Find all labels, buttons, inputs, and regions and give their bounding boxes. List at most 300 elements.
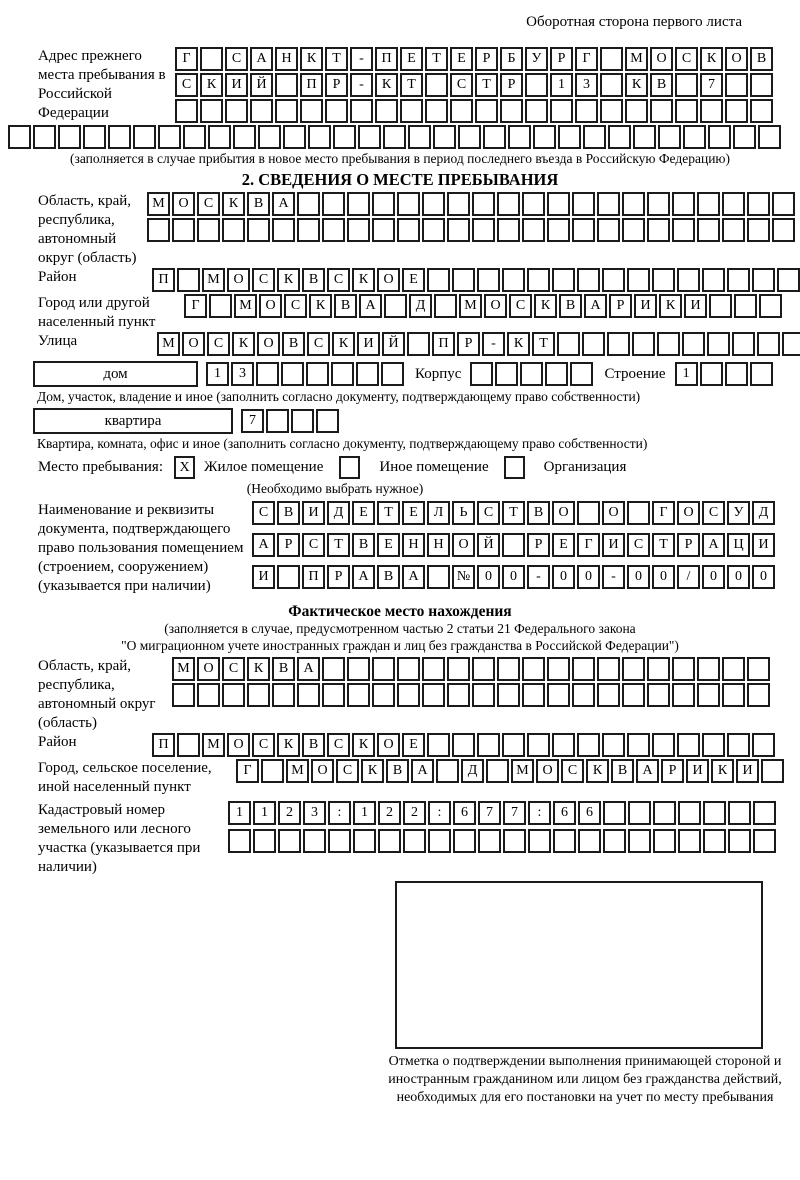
char-box: К — [247, 657, 270, 681]
char-box: В — [272, 657, 295, 681]
char-box: Т — [400, 73, 423, 97]
char-box: Д — [461, 759, 484, 783]
char-box: К — [361, 759, 384, 783]
char-box — [650, 99, 673, 123]
apartment-note: Квартира, комната, офис и иное (заполнить согласно документу, подтверждающему право собственности) — [37, 436, 648, 451]
char-box: А — [272, 192, 295, 216]
actual-region-row-1 — [172, 657, 772, 681]
section2-title: 2. СВЕДЕНИЯ О МЕСТЕ ПРЕБЫВАНИЯ — [241, 170, 559, 189]
char-box — [700, 362, 723, 386]
cadastral-row-2 — [228, 829, 778, 853]
stroenie-label: Строение — [604, 365, 666, 382]
char-box — [702, 733, 725, 757]
char-box: К — [309, 294, 332, 318]
char-box: 6 — [553, 801, 576, 825]
char-box: Т — [425, 47, 448, 71]
street-label: Улица — [38, 333, 78, 349]
char-box: А — [636, 759, 659, 783]
char-box: К — [200, 73, 223, 97]
char-box — [108, 125, 131, 149]
char-box — [233, 125, 256, 149]
char-box: О — [227, 268, 250, 292]
char-box — [397, 683, 420, 707]
char-box — [347, 192, 370, 216]
char-box — [647, 218, 670, 242]
char-box — [558, 125, 581, 149]
char-box — [600, 47, 623, 71]
char-box: Л — [427, 501, 450, 525]
char-box — [472, 192, 495, 216]
char-box: С — [207, 332, 230, 356]
char-box — [545, 362, 568, 386]
char-box — [657, 332, 680, 356]
char-box: Р — [457, 332, 480, 356]
char-box — [353, 829, 376, 853]
actual-region-row-2 — [172, 683, 772, 707]
char-box — [682, 332, 705, 356]
char-box — [250, 99, 273, 123]
prev-address-row-4 — [8, 125, 800, 149]
char-box — [628, 801, 651, 825]
char-box: О — [536, 759, 559, 783]
char-box — [381, 362, 404, 386]
char-box — [772, 192, 795, 216]
char-box: К — [277, 268, 300, 292]
char-box — [297, 192, 320, 216]
actual-city-row — [236, 759, 786, 783]
char-box: К — [659, 294, 682, 318]
house-number-row — [206, 362, 406, 386]
char-box — [577, 268, 600, 292]
char-box — [527, 733, 550, 757]
char-box — [428, 829, 451, 853]
char-box — [759, 294, 782, 318]
char-box — [372, 683, 395, 707]
char-box: 7 — [478, 801, 501, 825]
char-box — [525, 99, 548, 123]
char-box — [425, 73, 448, 97]
house-field — [33, 361, 800, 387]
char-box: М — [234, 294, 257, 318]
char-box — [200, 99, 223, 123]
char-box: С — [252, 268, 275, 292]
char-box — [447, 657, 470, 681]
char-box — [727, 268, 750, 292]
char-box: А — [252, 533, 275, 557]
char-box: Й — [250, 73, 273, 97]
char-box — [372, 218, 395, 242]
char-box — [678, 801, 701, 825]
prev-address-row-3 — [175, 99, 775, 123]
char-box — [397, 657, 420, 681]
char-box: К — [586, 759, 609, 783]
char-box: Т — [532, 332, 555, 356]
apartment-field — [33, 408, 800, 434]
char-box — [628, 829, 651, 853]
char-box — [752, 268, 775, 292]
char-box: 3 — [575, 73, 598, 97]
char-box — [672, 683, 695, 707]
char-box: / — [677, 565, 700, 589]
street-row — [157, 332, 800, 356]
char-box: Б — [500, 47, 523, 71]
actual-region-label: Область, край, республика, автономный округ (область) — [38, 658, 156, 731]
char-box: К — [277, 733, 300, 757]
region-row-2 — [147, 218, 797, 242]
char-box — [703, 829, 726, 853]
char-box: П — [300, 73, 323, 97]
char-box — [222, 683, 245, 707]
char-box — [497, 218, 520, 242]
char-box — [477, 268, 500, 292]
char-box — [422, 192, 445, 216]
apartment-label-box: квартира — [33, 408, 233, 434]
char-box: : — [328, 801, 351, 825]
char-box: Т — [502, 501, 525, 525]
char-box: П — [302, 565, 325, 589]
char-box: А — [297, 657, 320, 681]
char-box — [622, 657, 645, 681]
char-box: И — [357, 332, 380, 356]
char-box: Д — [327, 501, 350, 525]
char-box: А — [359, 294, 382, 318]
char-box — [172, 683, 195, 707]
char-box: С — [252, 733, 275, 757]
char-box: В — [277, 501, 300, 525]
char-box — [647, 683, 670, 707]
region-rows — [147, 192, 797, 242]
char-box — [753, 801, 776, 825]
char-box — [486, 759, 509, 783]
actual-location-title: Фактическое место нахождения — [288, 603, 512, 620]
char-box — [472, 657, 495, 681]
char-box — [577, 501, 600, 525]
char-box: О — [257, 332, 280, 356]
char-box — [508, 125, 531, 149]
char-box — [700, 99, 723, 123]
char-box — [427, 733, 450, 757]
char-box — [422, 657, 445, 681]
char-box — [753, 829, 776, 853]
char-box: А — [411, 759, 434, 783]
char-box: С — [702, 501, 725, 525]
char-box: Р — [325, 73, 348, 97]
char-box — [747, 683, 770, 707]
char-box — [728, 829, 751, 853]
char-box — [384, 294, 407, 318]
char-box: К — [232, 332, 255, 356]
char-box: М — [147, 192, 170, 216]
char-box: К — [700, 47, 723, 71]
char-box — [683, 125, 706, 149]
char-box: К — [332, 332, 355, 356]
char-box: С — [225, 47, 248, 71]
char-box: К — [534, 294, 557, 318]
char-box: О — [197, 657, 220, 681]
char-box — [577, 733, 600, 757]
char-box — [256, 362, 279, 386]
char-box — [475, 99, 498, 123]
char-box — [83, 125, 106, 149]
char-box — [707, 332, 730, 356]
char-box: В — [302, 268, 325, 292]
char-box: В — [282, 332, 305, 356]
char-box — [758, 125, 781, 149]
char-box: 2 — [378, 801, 401, 825]
char-box: 0 — [577, 565, 600, 589]
char-box: В — [334, 294, 357, 318]
char-box — [58, 125, 81, 149]
char-box — [672, 657, 695, 681]
char-box: Н — [427, 533, 450, 557]
char-box — [497, 192, 520, 216]
char-box — [603, 829, 626, 853]
char-box — [572, 657, 595, 681]
char-box: Р — [277, 533, 300, 557]
char-box — [278, 829, 301, 853]
char-box — [328, 829, 351, 853]
char-box — [750, 73, 773, 97]
cadastral-label: Кадастровый номер земельного или лесного участка (указывается при наличии) — [38, 802, 201, 875]
char-box — [677, 733, 700, 757]
char-box — [228, 829, 251, 853]
char-box — [347, 218, 370, 242]
actual-district-field — [0, 733, 800, 757]
char-box — [725, 99, 748, 123]
char-box — [397, 192, 420, 216]
char-box — [627, 733, 650, 757]
char-box: - — [527, 565, 550, 589]
char-box: С — [222, 657, 245, 681]
char-box — [397, 218, 420, 242]
char-box — [697, 657, 720, 681]
char-box — [597, 218, 620, 242]
char-box — [447, 218, 470, 242]
char-box: М — [202, 268, 225, 292]
char-box — [672, 192, 695, 216]
char-box — [607, 332, 630, 356]
stroenie-row — [675, 362, 775, 386]
char-box: Н — [402, 533, 425, 557]
char-box: И — [634, 294, 657, 318]
char-box: 0 — [727, 565, 750, 589]
char-box: В — [750, 47, 773, 71]
char-box — [647, 657, 670, 681]
char-box — [333, 125, 356, 149]
char-box: В — [302, 733, 325, 757]
char-box — [297, 683, 320, 707]
char-box: 6 — [453, 801, 476, 825]
prev-address-label: Адрес прежнего места пребывания в Российской Федерации — [38, 48, 166, 121]
char-box: Е — [400, 47, 423, 71]
char-box — [653, 829, 676, 853]
char-box — [425, 99, 448, 123]
char-box — [608, 125, 631, 149]
document-row-2 — [252, 533, 777, 557]
char-box — [633, 125, 656, 149]
place-type-field — [38, 456, 800, 479]
char-box — [761, 759, 784, 783]
char-box — [322, 192, 345, 216]
char-box: К — [375, 73, 398, 97]
char-box: К — [300, 47, 323, 71]
char-box — [502, 533, 525, 557]
char-box: У — [525, 47, 548, 71]
char-box — [283, 125, 306, 149]
char-box: Т — [327, 533, 350, 557]
char-box — [316, 409, 339, 433]
char-box — [427, 268, 450, 292]
char-box: Е — [450, 47, 473, 71]
char-box: М — [172, 657, 195, 681]
char-box — [258, 125, 281, 149]
char-box — [458, 125, 481, 149]
char-box: 2 — [278, 801, 301, 825]
char-box — [177, 733, 200, 757]
char-box — [572, 683, 595, 707]
char-box — [678, 829, 701, 853]
char-box: С — [302, 533, 325, 557]
char-box: Р — [527, 533, 550, 557]
actual-region-field — [0, 657, 800, 733]
char-box: М — [625, 47, 648, 71]
char-box: 0 — [627, 565, 650, 589]
char-box — [503, 829, 526, 853]
char-box: О — [172, 192, 195, 216]
char-box — [133, 125, 156, 149]
char-box — [33, 125, 56, 149]
char-box: 7 — [700, 73, 723, 97]
district-row — [152, 268, 800, 292]
char-box — [433, 125, 456, 149]
char-box: Т — [325, 47, 348, 71]
char-box — [450, 99, 473, 123]
char-box: В — [386, 759, 409, 783]
char-box: Г — [652, 501, 675, 525]
char-box: О — [377, 268, 400, 292]
char-box: Г — [577, 533, 600, 557]
char-box — [372, 657, 395, 681]
char-box — [177, 268, 200, 292]
char-box — [583, 125, 606, 149]
char-box: Е — [552, 533, 575, 557]
char-box: И — [684, 294, 707, 318]
residential-label: Жилое помещение — [204, 459, 324, 475]
char-box — [427, 565, 450, 589]
char-box: 3 — [303, 801, 326, 825]
char-box: А — [702, 533, 725, 557]
city-field — [0, 294, 800, 332]
char-box — [306, 362, 329, 386]
char-box — [356, 362, 379, 386]
stamp-area-box — [395, 881, 763, 1049]
char-box: С — [509, 294, 532, 318]
actual-location-note-1: (заполняется в случае, предусмотренном частью 2 статьи 21 Федерального закона — [164, 621, 636, 636]
char-box — [434, 294, 457, 318]
char-box — [400, 99, 423, 123]
char-box — [407, 332, 430, 356]
char-box — [727, 733, 750, 757]
char-box — [550, 99, 573, 123]
char-box: О — [650, 47, 673, 71]
char-box: В — [527, 501, 550, 525]
char-box — [502, 268, 525, 292]
korpus-label: Корпус — [415, 365, 462, 382]
char-box — [709, 294, 732, 318]
char-box: С — [450, 73, 473, 97]
char-box — [732, 332, 755, 356]
char-box: О — [259, 294, 282, 318]
char-box — [472, 218, 495, 242]
char-box — [347, 657, 370, 681]
char-box: Д — [409, 294, 432, 318]
char-box: П — [152, 268, 175, 292]
char-box — [275, 73, 298, 97]
char-box — [495, 362, 518, 386]
char-box — [722, 683, 745, 707]
char-box — [277, 565, 300, 589]
char-box — [331, 362, 354, 386]
char-box: Е — [377, 533, 400, 557]
char-box — [722, 657, 745, 681]
char-box: Р — [661, 759, 684, 783]
char-box: В — [352, 533, 375, 557]
char-box — [734, 294, 757, 318]
char-box: О — [311, 759, 334, 783]
char-box: Ь — [452, 501, 475, 525]
char-box — [747, 218, 770, 242]
char-box — [197, 683, 220, 707]
char-box: : — [528, 801, 551, 825]
place-type-label: Место пребывания: — [38, 459, 163, 475]
char-box: С — [284, 294, 307, 318]
page-side-note: Оборотная сторона первого листа — [526, 14, 742, 30]
prev-address-row-2 — [175, 73, 775, 97]
char-box — [403, 829, 426, 853]
char-box — [575, 99, 598, 123]
other-premises-label: Иное помещение — [379, 459, 489, 475]
char-box — [350, 99, 373, 123]
char-box — [358, 125, 381, 149]
char-box — [597, 657, 620, 681]
char-box — [408, 125, 431, 149]
char-box: К — [352, 733, 375, 757]
char-box: Р — [677, 533, 700, 557]
char-box — [272, 218, 295, 242]
char-box — [436, 759, 459, 783]
char-box: И — [602, 533, 625, 557]
document-field — [0, 501, 800, 596]
char-box — [772, 218, 795, 242]
cadastral-row-1 — [228, 801, 778, 825]
char-box — [552, 268, 575, 292]
char-box: Е — [402, 733, 425, 757]
char-box: : — [428, 801, 451, 825]
char-box: М — [286, 759, 309, 783]
char-box: Т — [652, 533, 675, 557]
actual-region-rows — [172, 657, 772, 707]
char-box — [752, 733, 775, 757]
char-box — [183, 125, 206, 149]
char-box: Р — [500, 73, 523, 97]
city-row — [184, 294, 784, 318]
char-box — [525, 73, 548, 97]
char-box — [553, 829, 576, 853]
char-box — [222, 218, 245, 242]
char-box — [627, 268, 650, 292]
char-box — [733, 125, 756, 149]
char-box: О — [377, 733, 400, 757]
